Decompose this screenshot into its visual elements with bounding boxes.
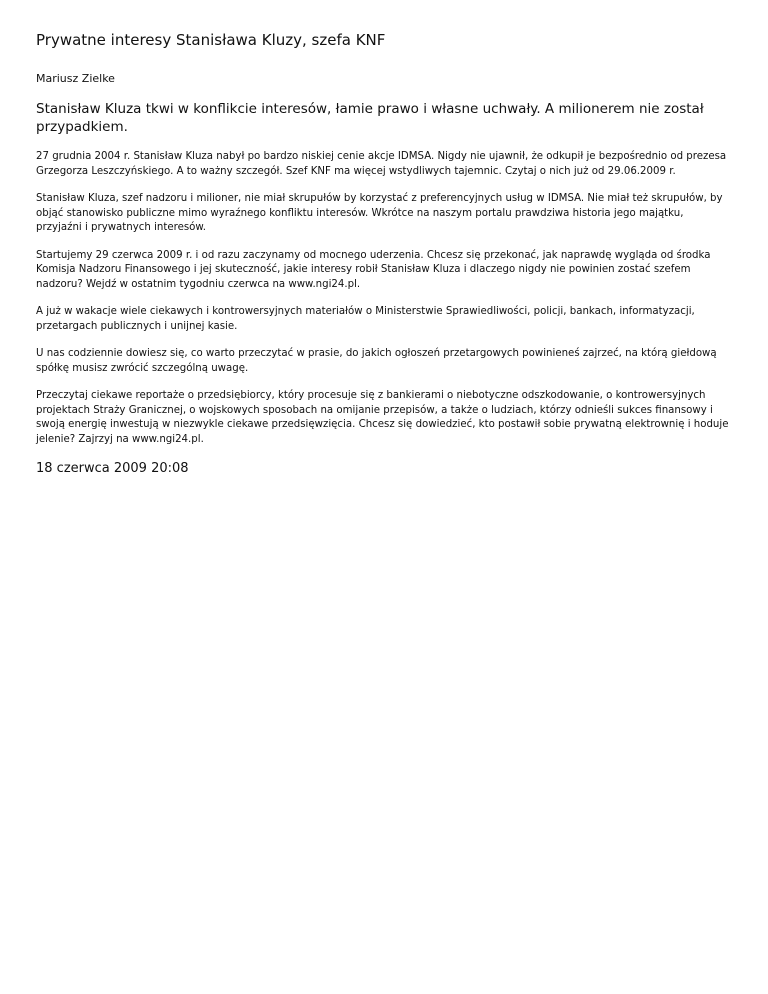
article-paragraph: 27 grudnia 2004 r. Stanisław Kluza nabył po bardzo niskiej cenie akcje IDMSA. Nigdy nie ujawnił, że odkupił je bezpośrednio od prezesa Grzegorza Leszczyńskiego. A to ważny szczegół. Szef KNF ma więcej wstydliwych tajemnic. Czytaj o nich już od 29.06.2009 r. bbox=[36, 151, 727, 177]
article-paragraph: Przeczytaj ciekawe reportaże o przedsiębiorcy, który procesuje się z bankierami o niebotyczne odszkodowanie, o kontrowersyjnych projektach Straży Granicznej, o wojskowych sposobach na omijanie przepisów, a także o ludziach, którzy odnieśli sukces finansowy i swoją energię inwestują w niezwykle ciekawe przedsięwzięcia. Chcesz się dowiedzieć, kto postawił sobie prywatną elektrownię i hoduje jelenie? Zajrzyj na www.ngi24.pl. bbox=[36, 390, 729, 445]
article-lead: Stanisław Kluza tkwi w konflikcie interesów, łamie prawo i własne uchwały. A milionerem nie został przypadkiem. bbox=[36, 101, 704, 135]
article-paragraph: A już w wakacje wiele ciekawych i kontrowersyjnych materiałów o Ministerstwie Sprawiedliwości, policji, bankach, informatyzacji, przetargach publicznych i unijnej kasie. bbox=[36, 306, 695, 332]
article-title: Prywatne interesy Stanisława Kluzy, szefa KNF bbox=[36, 31, 386, 49]
article-author: Mariusz Zielke bbox=[36, 72, 115, 85]
article-paragraph: Stanisław Kluza, szef nadzoru i milioner, nie miał skrupułów by korzystać z preferencyjnych usług w IDMSA. Nie miał też skrupułów, by objąć stanowisko publiczne mimo wyraźnego konfliktu interesów. Wkrótce na naszym portalu prawdziwa historia jego majątku, przyjaźni i prywatnych interesów. bbox=[36, 193, 723, 233]
article-date: 18 czerwca 2009 20:08 bbox=[36, 461, 189, 476]
article-paragraph: U nas codziennie dowiesz się, co warto przeczytać w prasie, do jakich ogłoszeń przetargowych powinieneś zajrzeć, na którą giełdową spółkę musisz zwrócić szczególną uwagę. bbox=[36, 348, 717, 374]
article-paragraph: Startujemy 29 czerwca 2009 r. i od razu zaczynamy od mocnego uderzenia. Chcesz się przekonać, jak naprawdę wygląda od środka Komisja Nadzoru Finansowego i jej skuteczność, jakie interesy robił Stanisław Kluza i dlaczego nigdy nie powinien zostać szefem nadzoru? Wejdź w ostatnim tygodniu czerwca na www.ngi24.pl. bbox=[36, 249, 711, 290]
